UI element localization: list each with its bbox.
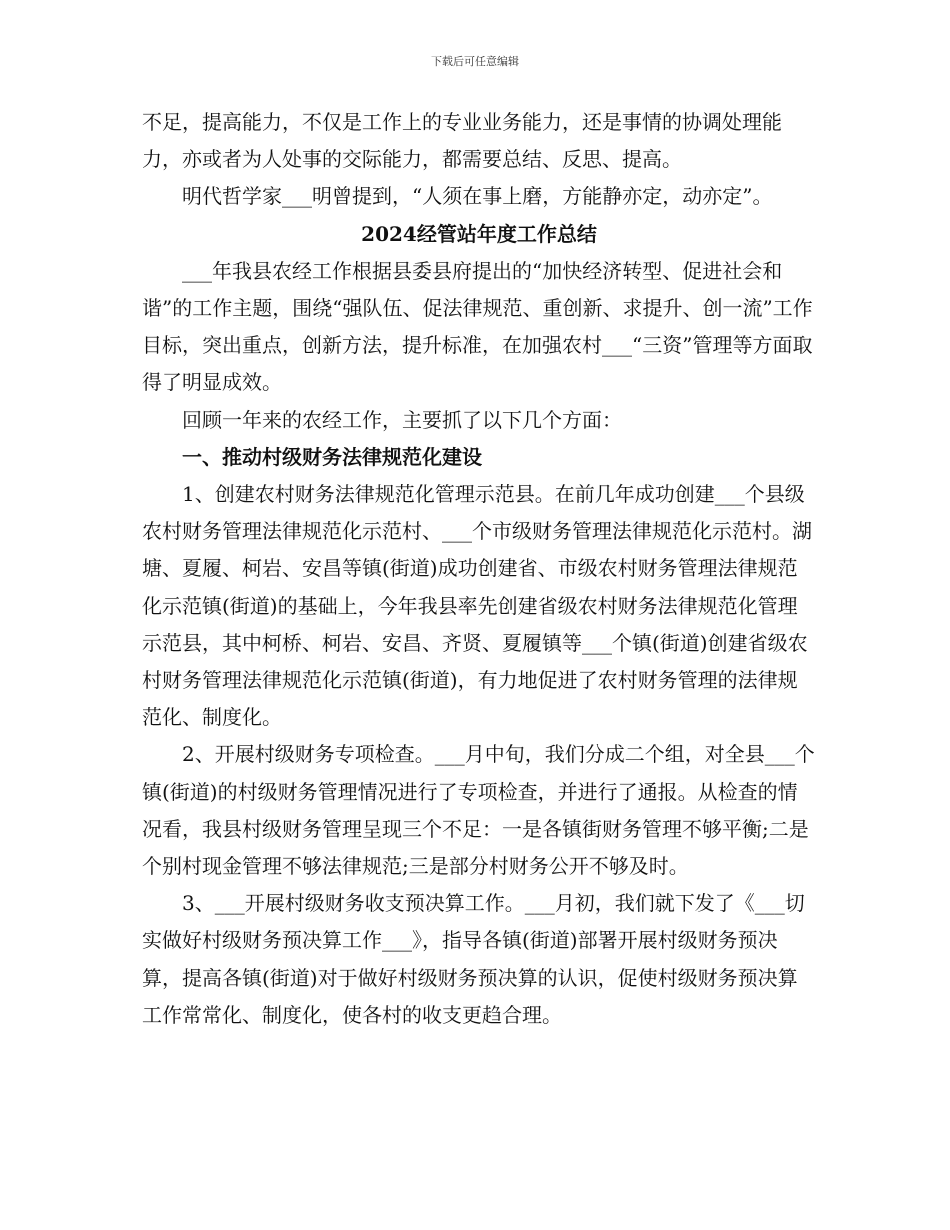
section-heading-1: 一、推动村级财务法律规范化建设: [182, 444, 482, 469]
intro-paragraph: ___年我县农经工作根据县委县府提出的“加快经济转型、促进社会和谐”的工作主题，围绕“强队伍、促法律规范、重创新、求提升、创一流”工作目标，突出重点，创新方法，提升标准，在加强农村___“三资”管理等方面取得了明显成效。: [142, 258, 813, 395]
page-header-note: 下载后可任意编辑: [431, 55, 519, 68]
item-paragraph-1: 1、创建农村财务法律规范化管理示范县。在前几年成功创建___个县级农村财务管理法律规范化示范村、___个市级财务管理法律规范化示范村。湖塘、夏履、柯岩、安昌等镇(街道)成功创建省、市级农村财务管理法律规范化示范镇(街道)的基础上，今年我县率先创建省级农村财务法律规范化管理示范县，其中柯桥、柯岩、安昌、齐贤、夏履镇等___个镇(街道)创建省级农村财务管理法律规范化示范镇(街道)，有力地促进了农村财务管理的法律规范化、制度化。: [142, 482, 812, 730]
document-body: [142, 104, 816, 1034]
item-paragraph-3: 3、___开展村级财务收支预决算工作。___月初，我们就下发了《___切实做好村级财务预决算工作___》，指导各镇(街道)部署开展村级财务预决算，提高各镇(街道)对于做好村级财务预决算的认识，促使村级财务预决算工作常常化、制度化，使各村的收支更趋合理。: [142, 891, 805, 1027]
item-paragraph-2: 2、开展村级财务专项检查。___月中旬，我们分成二个组，对全县___个镇(街道)的村级财务管理情况进行了专项检查，并进行了通报。从检查的情况看，我县村级财务管理呈现三个不足：一是各镇街财务管理不够平衡;二是个别村现金管理不够法律规范;三是部分村财务公开不够及时。: [142, 742, 815, 879]
continuation-paragraph: 不足，提高能力，不仅是工作上的专业业务能力，还是事情的协调处理能力，亦或者为人处事的交际能力，都需要总结、反思、提高。: [142, 110, 782, 172]
review-paragraph: 回顾一年来的农经工作，主要抓了以下几个方面：: [182, 407, 622, 432]
quote-paragraph: 明代哲学家___明曾提到，“人须在事上磨，方能静亦定，动亦定”。: [182, 184, 773, 209]
document-title: 2024经管站年度工作总结: [361, 221, 597, 246]
